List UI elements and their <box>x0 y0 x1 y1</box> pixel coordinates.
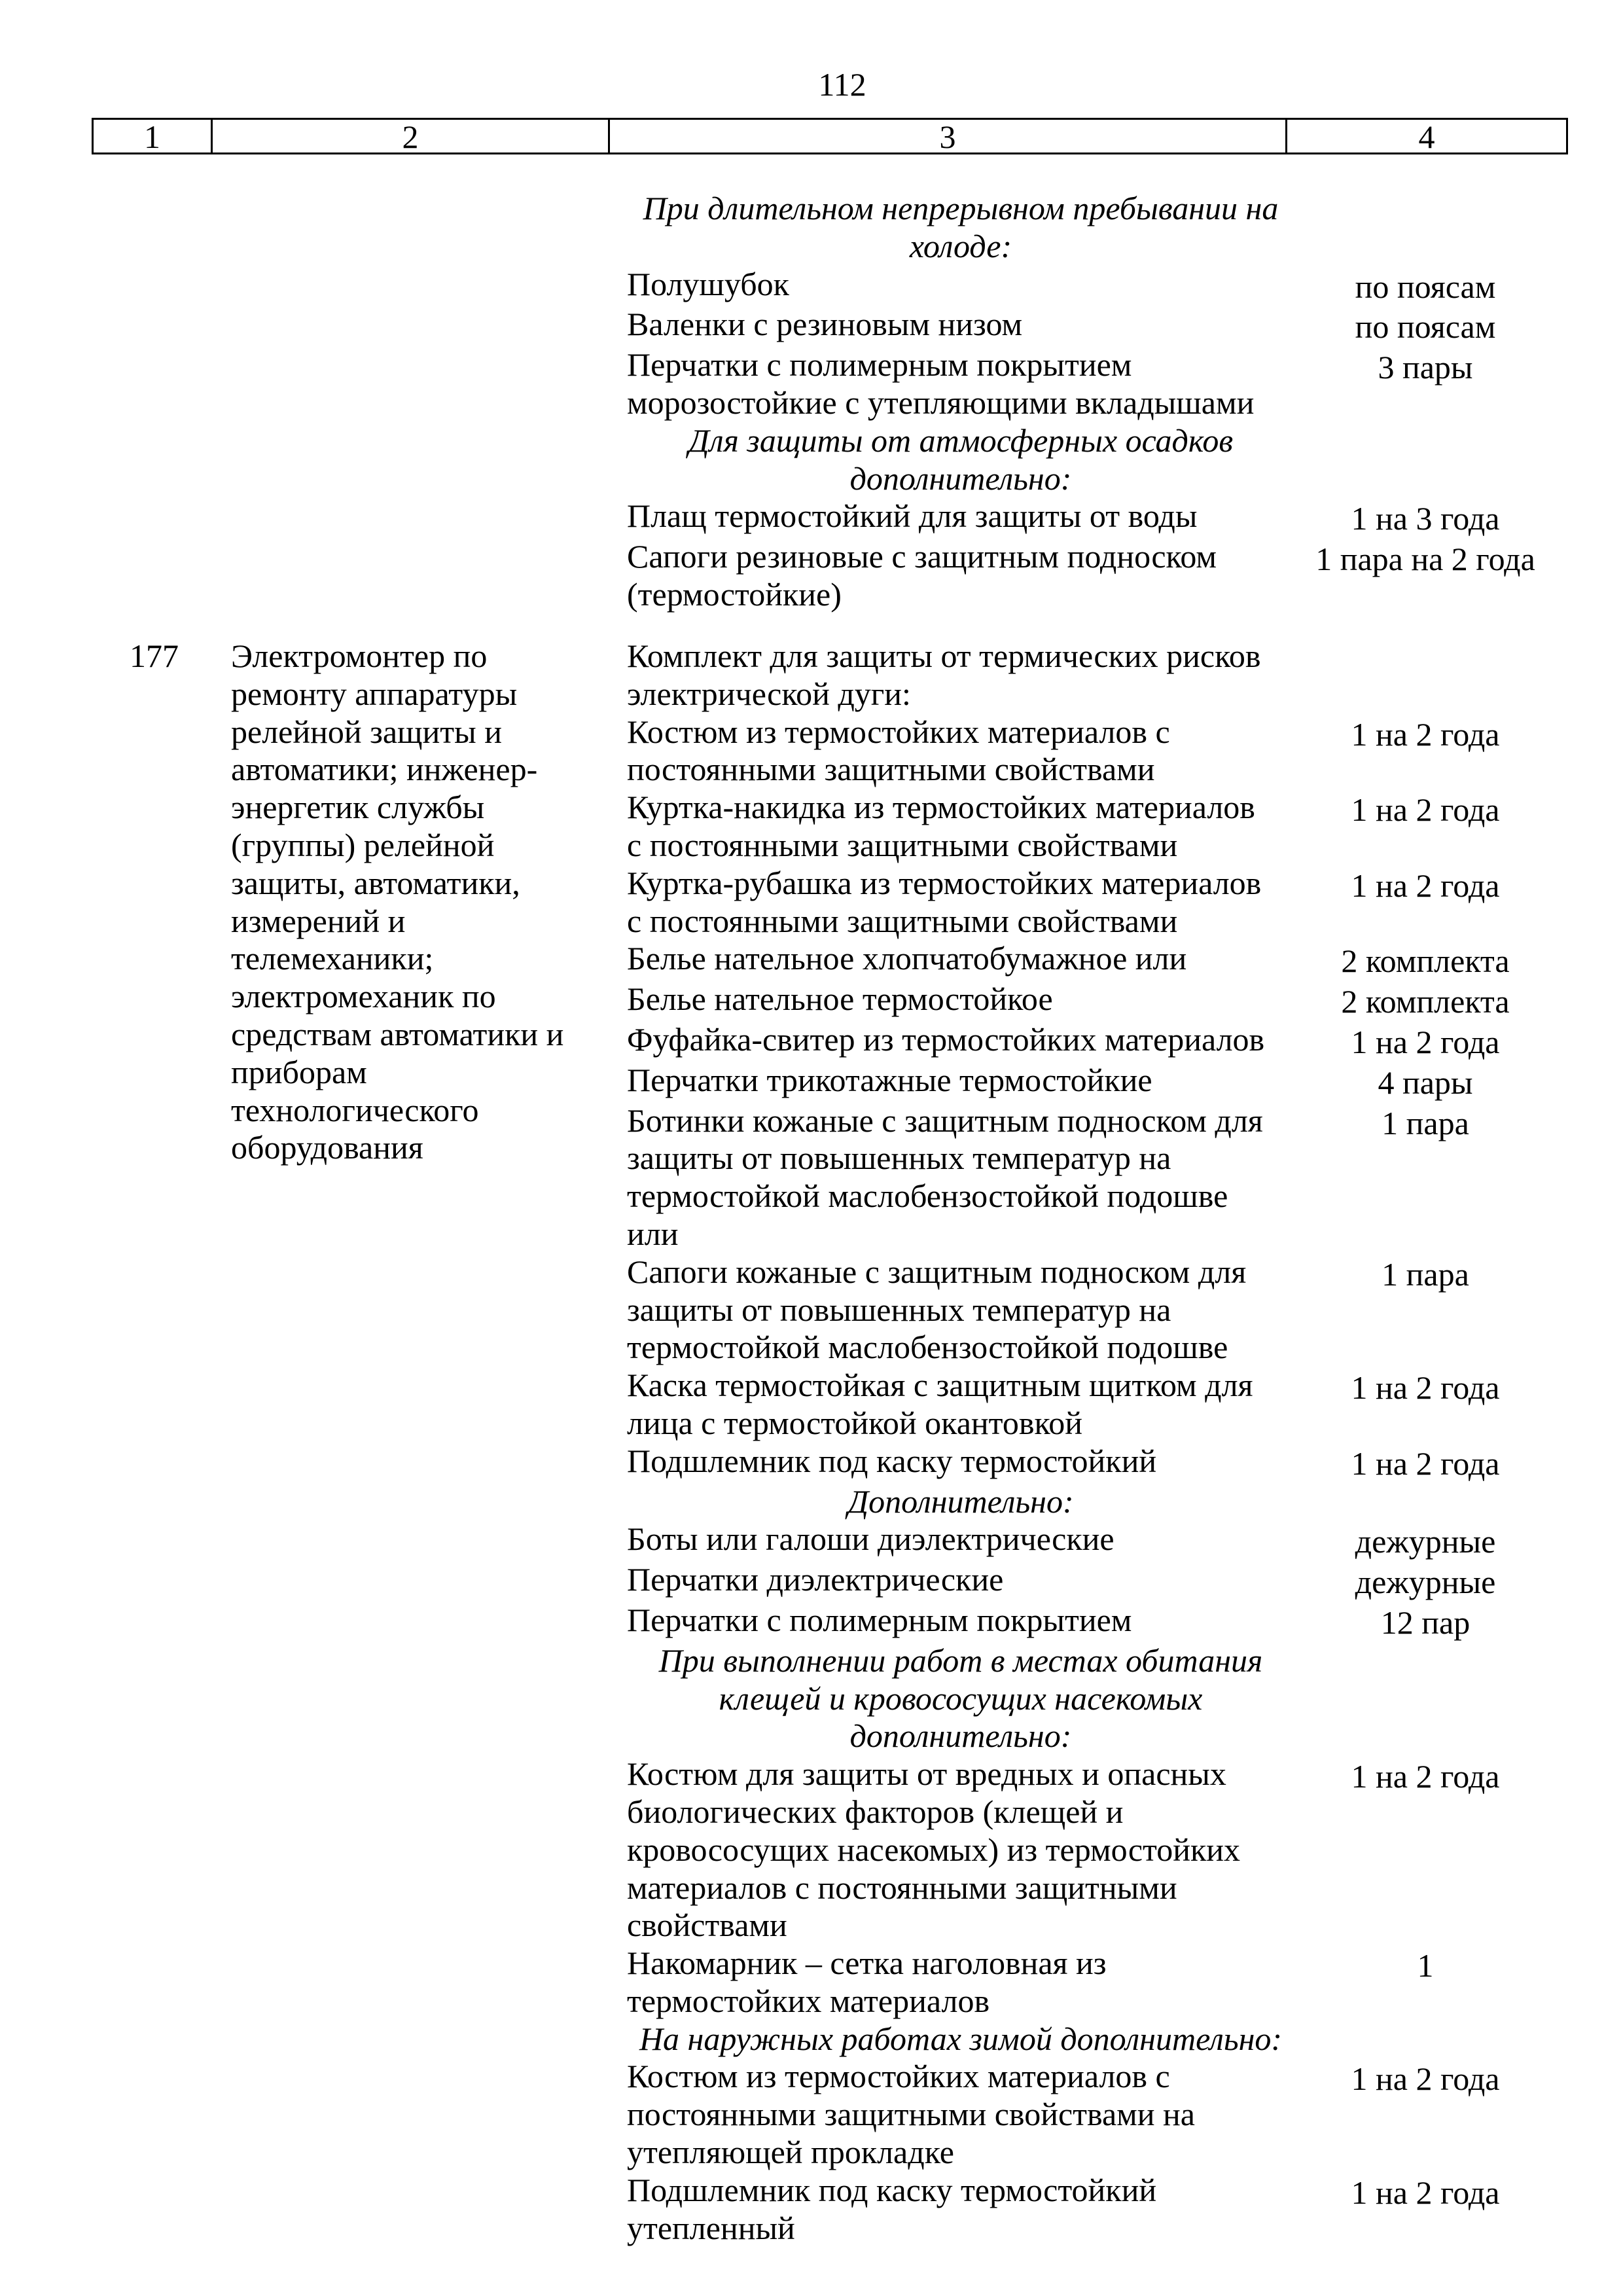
column-header-4: 4 <box>1418 118 1435 155</box>
ppe-item-quantity: 1 на 2 года <box>1351 1444 1500 1482</box>
position-title-line: (группы) релейной <box>231 826 495 863</box>
position-title-line: энергетик службы <box>231 789 485 826</box>
ppe-item-name <box>627 1021 1294 1062</box>
ppe-item-line: Комплект для защиты от термических рисков <box>627 637 1261 674</box>
ppe-item-line: электрической дуги: <box>627 675 911 712</box>
ppe-item-quantity: 1 на 2 года <box>1351 791 1500 829</box>
ppe-item-quantity: 1 на 2 года <box>1351 1023 1500 1060</box>
ppe-item <box>627 1367 1556 1443</box>
ppe-item-quantity: 1 на 2 года <box>1351 715 1500 753</box>
subheading-line: При длительном непрерывном пребывании на <box>643 190 1279 226</box>
ppe-item-name <box>627 497 1294 538</box>
ppe-item <box>627 1021 1556 1062</box>
ppe-item <box>627 1253 1556 1367</box>
ppe-item-line: Костюм для защиты от вредных и опасных <box>627 1755 1226 1793</box>
position-title-line: защиты, автоматики, <box>231 864 520 901</box>
ppe-item <box>627 1602 1556 1642</box>
ppe-item-line: Боты или галоши диэлектрические <box>627 1520 1115 1558</box>
ppe-item <box>627 865 1556 941</box>
ppe-item-quantity: 1 на 2 года <box>1351 2060 1500 2098</box>
ppe-subheading <box>627 1483 1294 1521</box>
column-header-1: 1 <box>94 120 213 152</box>
position-title-line: релейной защиты и <box>231 713 503 750</box>
ppe-item-line: Подшлемник под каску термостойкий <box>627 1442 1157 1479</box>
column-header-2: 2 <box>213 120 610 152</box>
ppe-item-quantity: 1 на 2 года <box>1351 1758 1500 1795</box>
ppe-item-line: Перчатки с полимерным покрытием <box>627 1601 1132 1638</box>
ppe-item-quantity: 4 пары <box>1378 1064 1473 1101</box>
ppe-item-line: Белье нательное хлопчатобумажное или <box>627 940 1187 977</box>
subheading-line: холоде: <box>909 227 1012 264</box>
ppe-item-name <box>627 538 1294 614</box>
ppe-item-line: постоянными защитными свойствами на <box>627 2096 1195 2133</box>
ppe-item <box>627 1520 1556 1561</box>
ppe-item-name <box>627 1520 1294 1561</box>
ppe-item <box>627 306 1556 346</box>
ppe-item-line: Сапоги резиновые с защитным подноском <box>627 538 1217 575</box>
ppe-item-name <box>627 713 1294 789</box>
ppe-item-line: Куртка-накидка из термостойких материалов <box>627 789 1255 826</box>
ppe-item <box>627 789 1556 865</box>
subheading-line: дополнительно: <box>849 459 1072 497</box>
ppe-item-line: Куртка-рубашка из термостойких материалов <box>627 864 1262 901</box>
ppe-item-line: или <box>627 1215 679 1252</box>
ppe-item-name <box>627 637 1294 713</box>
ppe-item <box>627 637 1556 713</box>
ppe-item-line: защиты от повышенных температур на <box>627 1291 1171 1328</box>
ppe-item-line: Каска термостойкая с защитным щитком для <box>627 1367 1253 1404</box>
ppe-item-name <box>627 1062 1294 1102</box>
ppe-item-line: постоянными защитными свойствами <box>627 751 1155 788</box>
position-title-line: автоматики; инженер- <box>231 751 538 788</box>
ppe-item-name <box>627 789 1294 865</box>
ppe-item-line: Перчатки с полимерным покрытием <box>627 346 1132 384</box>
position-title <box>231 637 597 1167</box>
ppe-item-line: свойствами <box>627 1907 787 1944</box>
ppe-item-quantity: 1 <box>1417 1947 1434 1984</box>
subheading-line: Дополнительно: <box>847 1482 1074 1520</box>
ppe-item-line: морозостойкие с утепляющими вкладышами <box>627 384 1255 421</box>
ppe-item <box>627 1062 1556 1102</box>
ppe-subheading <box>627 422 1294 498</box>
position-title-line: средствам автоматики и <box>231 1015 564 1052</box>
ppe-item-quantity: 2 комплекта <box>1341 942 1510 980</box>
ppe-item-line: кровососущих насекомых) из термостойких <box>627 1831 1241 1868</box>
ppe-item-name <box>627 346 1294 422</box>
ppe-item-name <box>627 1367 1294 1443</box>
ppe-item <box>627 1945 1556 2020</box>
ppe-item <box>627 266 1556 306</box>
ppe-item-line: термостойкой маслобензостойкой подошве <box>627 1177 1228 1215</box>
ppe-item-line: материалов с постоянными защитными <box>627 1869 1177 1906</box>
ppe-item-line: Сапоги кожаные с защитным подноском для <box>627 1253 1247 1290</box>
ppe-item-name <box>627 865 1294 941</box>
ppe-subheading <box>627 190 1294 266</box>
ppe-item-quantity: дежурные <box>1355 1523 1496 1560</box>
ppe-item-quantity: 1 на 3 года <box>1351 500 1500 537</box>
ppe-item-name <box>627 1561 1294 1602</box>
ppe-item-quantity <box>1294 637 1556 713</box>
ppe-item-line: Полушубок <box>627 265 789 302</box>
subheading-line: При выполнении работ в местах обитания <box>658 1641 1263 1679</box>
ppe-item-line: термостойких материалов <box>627 1982 990 2019</box>
page-number: 112 <box>818 66 866 103</box>
ppe-item <box>627 1102 1556 1253</box>
ppe-item <box>627 1443 1556 1483</box>
row-number: 177 <box>130 637 179 674</box>
ppe-item-line: Валенки с резиновым низом <box>627 306 1023 343</box>
ppe-item-quantity: 1 пара <box>1382 1255 1469 1293</box>
subheading-line: клещей и кровососущих насекомых <box>719 1679 1203 1717</box>
ppe-item-line: лица с термостойкой окантовкой <box>627 1404 1082 1441</box>
ppe-item <box>627 2172 1556 2248</box>
ppe-item-quantity: 1 на 2 года <box>1351 867 1500 904</box>
ppe-item-name <box>627 306 1294 346</box>
position-title-line: Электромонтер по <box>231 637 488 674</box>
ppe-item-line: биологических факторов (клещей и <box>627 1793 1124 1830</box>
ppe-item-name <box>627 1253 1294 1367</box>
subheading-line: Для защиты от атмосферных осадков <box>688 422 1234 459</box>
position-title-line: электромеханик по <box>231 978 496 1015</box>
ppe-item <box>627 1755 1556 1945</box>
ppe-item-name <box>627 1102 1294 1253</box>
ppe-item-quantity: по поясам <box>1355 308 1496 346</box>
ppe-item-name <box>627 1755 1294 1945</box>
position-title-line: приборам <box>231 1053 367 1090</box>
ppe-item <box>627 713 1556 789</box>
ppe-item <box>627 2058 1556 2171</box>
ppe-item-name <box>627 1602 1294 1642</box>
ppe-item-name <box>627 1945 1294 2020</box>
position-title-line: технологического <box>231 1091 479 1128</box>
ppe-item-line: защиты от повышенных температур на <box>627 1139 1171 1177</box>
ppe-item <box>627 980 1556 1021</box>
ppe-item-line: с постоянными защитными свойствами <box>627 826 1178 863</box>
ppe-item-quantity: 1 пара на 2 года <box>1315 541 1535 578</box>
ppe-item-quantity: 1 пара <box>1382 1104 1469 1141</box>
ppe-item-name <box>627 980 1294 1021</box>
ppe-item-name <box>627 1443 1294 1483</box>
ppe-item <box>627 346 1556 422</box>
ppe-item-line: Перчатки диэлектрические <box>627 1561 1004 1598</box>
ppe-item-quantity: 1 на 2 года <box>1351 1369 1500 1407</box>
ppe-subheading <box>627 1642 1294 1755</box>
ppe-item <box>627 1561 1556 1602</box>
ppe-item-name <box>627 2058 1294 2171</box>
subheading-line: дополнительно: <box>849 1717 1072 1755</box>
column-header-3: 3 <box>610 120 1287 152</box>
ppe-item-line: Костюм из термостойких материалов с <box>627 2058 1170 2095</box>
ppe-item-quantity: дежурные <box>1355 1564 1496 1601</box>
position-title-line: оборудования <box>231 1129 423 1166</box>
ppe-item-line: (термостойкие) <box>627 575 842 613</box>
ppe-item-line: Перчатки трикотажные термостойкие <box>627 1061 1152 1098</box>
ppe-item-line: утепленный <box>627 2209 795 2246</box>
ppe-item-line: Накомарник – сетка наголовная из <box>627 1945 1107 1982</box>
ppe-subheading <box>627 2020 1294 2058</box>
ppe-item-quantity: 1 на 2 года <box>1351 2174 1500 2211</box>
ppe-item <box>627 497 1556 538</box>
ppe-item-quantity: 3 пары <box>1378 349 1473 386</box>
ppe-list <box>627 190 1556 614</box>
position-title-line: телемеханики; <box>231 940 434 977</box>
ppe-item-line: Ботинки кожаные с защитным подноском для <box>627 1102 1263 1139</box>
ppe-item-line: утепляющей прокладке <box>627 2134 954 2171</box>
ppe-item-quantity: 2 комплекта <box>1341 983 1510 1020</box>
ppe-item-name <box>627 266 1294 306</box>
ppe-item-line: Плащ термостойкий для защиты от воды <box>627 497 1198 535</box>
ppe-item-line: Костюм из термостойких материалов с <box>627 713 1170 750</box>
ppe-item-name <box>627 2172 1294 2248</box>
position-title-line: ремонту аппаратуры <box>231 675 518 712</box>
ppe-list <box>627 637 1556 2247</box>
ppe-item-line: Белье нательное термостойкое <box>627 980 1053 1018</box>
ppe-item-line: с постоянными защитными свойствами <box>627 902 1178 939</box>
ppe-item-name <box>627 940 1294 980</box>
ppe-item <box>627 940 1556 980</box>
ppe-item-line: Фуфайка-свитер из термостойких материалов <box>627 1020 1265 1058</box>
ppe-item-quantity: 12 пар <box>1380 1604 1471 1641</box>
table-header <box>92 118 1568 154</box>
ppe-item-quantity: по поясам <box>1355 268 1496 305</box>
ppe-item <box>627 538 1556 614</box>
ppe-item-line: Подшлемник под каску термостойкий <box>627 2171 1157 2208</box>
subheading-line: На наружных работах зимой дополнительно: <box>639 2020 1283 2057</box>
position-title-line: измерений и <box>231 902 406 939</box>
ppe-item-line: термостойкой маслобензостойкой подошве <box>627 1329 1228 1366</box>
